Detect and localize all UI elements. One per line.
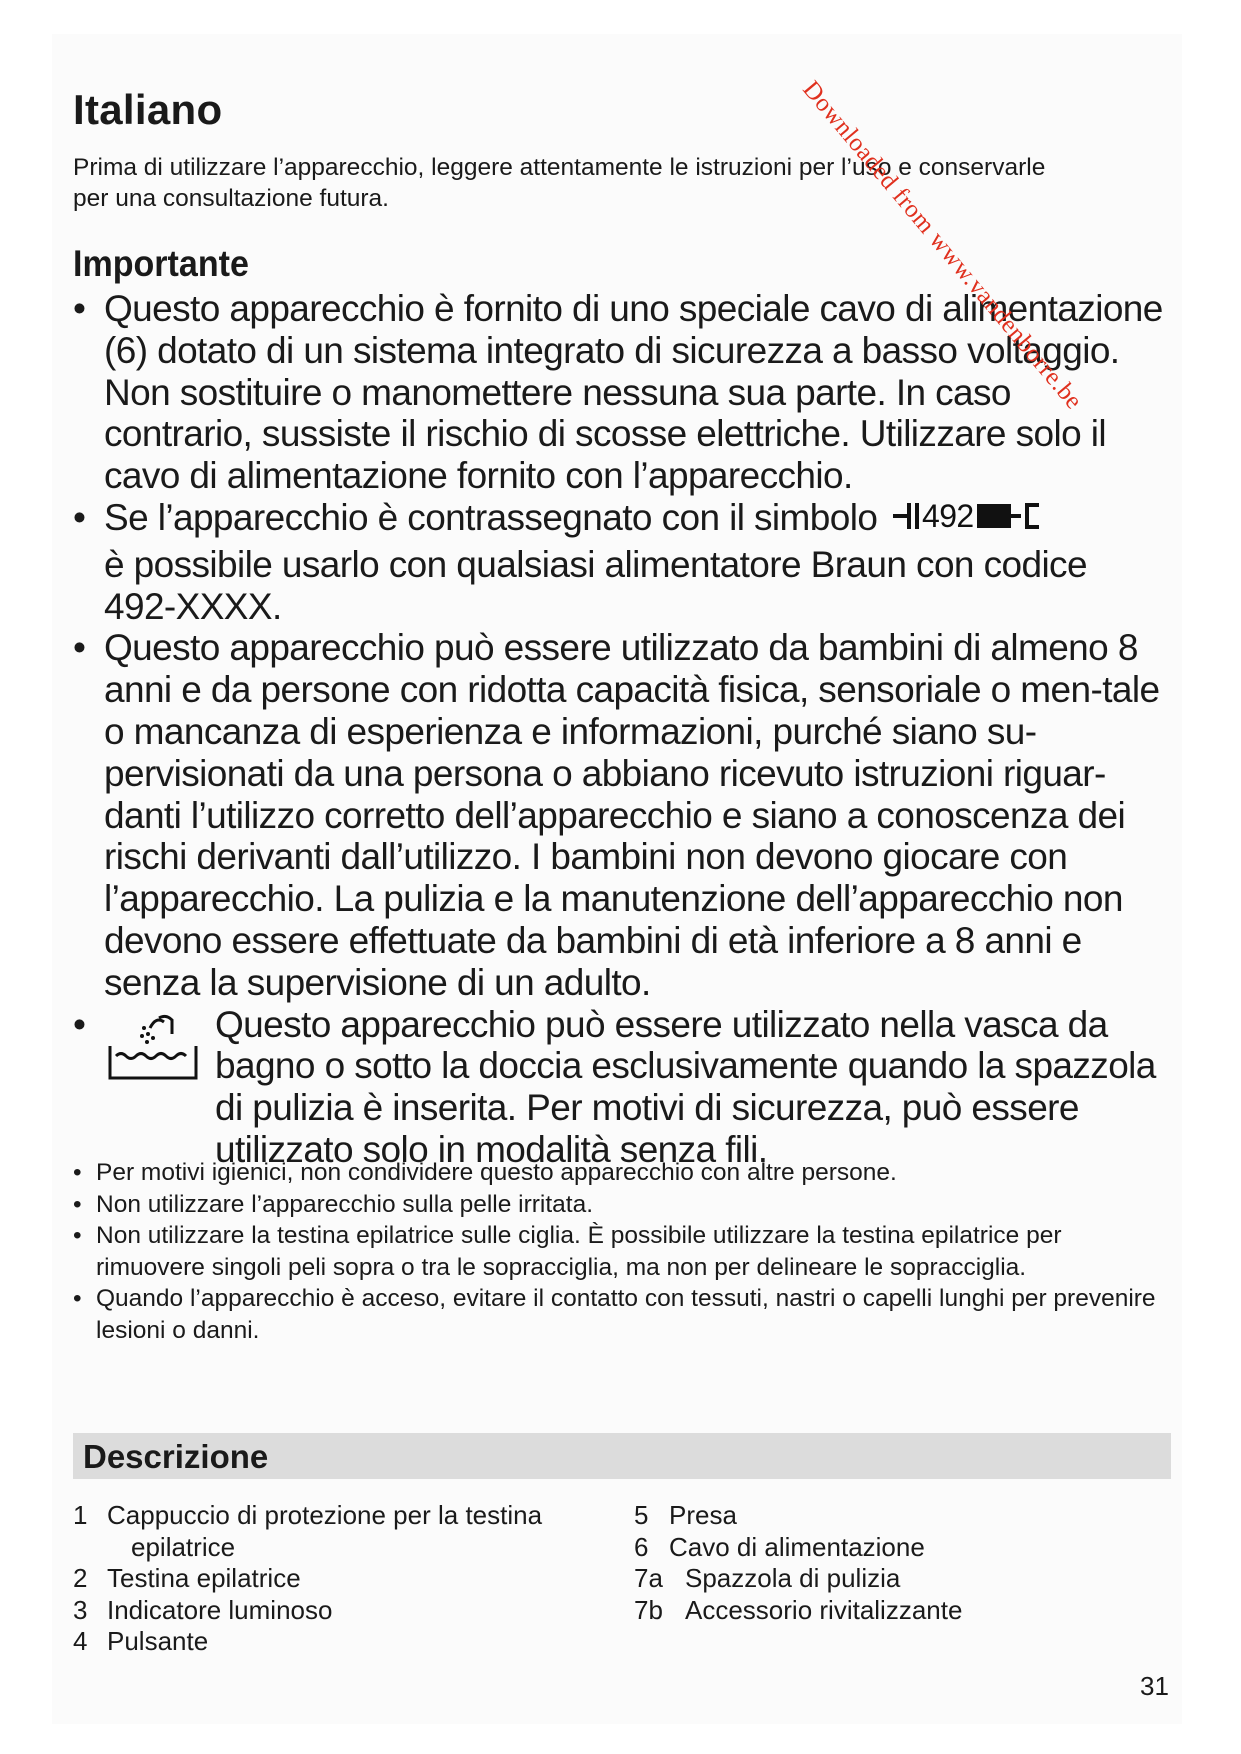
part-label: Pulsante — [107, 1626, 209, 1656]
bullet-dot: • — [73, 1222, 82, 1249]
descrizione-heading: Descrizione — [83, 1438, 269, 1475]
descrizione-section-bar — [73, 1433, 1171, 1479]
safety-list — [73, 288, 1163, 1171]
intro-paragraph: Prima di utilizzare l’apparecchio, leggere attentamente le istruzioni per l’uso e conservarle per una consultazione futura. — [73, 154, 1046, 212]
power-supply-symbol-icon — [893, 497, 1041, 544]
part-item — [634, 1532, 1134, 1564]
part-label: Testina epilatrice — [107, 1563, 301, 1593]
page-number: 31 — [1140, 1671, 1169, 1701]
part-item — [634, 1563, 1134, 1595]
part-number: 4 — [73, 1626, 88, 1656]
part-number: 7a — [634, 1563, 663, 1593]
additional-safety-list — [73, 1157, 1168, 1346]
small-safety-item — [73, 1189, 1168, 1221]
importante-heading: Importante — [73, 243, 249, 284]
part-label: Presa — [669, 1500, 737, 1530]
part-number: 2 — [73, 1563, 88, 1593]
part-number: 1 — [73, 1500, 88, 1530]
part-number: 6 — [634, 1531, 649, 1562]
part-label-continuation: epilatrice — [131, 1531, 236, 1562]
bullet-dot: • — [73, 1159, 82, 1186]
small-safety-item — [73, 1283, 1168, 1346]
safety-item-symbol — [73, 497, 1163, 627]
symbol-item-before: Se l’apparecchio è contrassegnato con il simbolo — [104, 496, 878, 538]
small-safety-text: Non utilizzare l’apparecchio sulla pelle irritata. — [96, 1190, 594, 1218]
part-item — [634, 1595, 1134, 1627]
safety-item-text: Questo apparecchio può essere utilizzato da bambini di almeno 8 anni e da persone con ridotta capacità fisica, sensoriale o men-tale o mancanza di esperienza e informazioni, purché siano su-pervisionati da una persona o abbiano ricevuto istruzioni riguar-danti l’utilizzo corretto dell’apparecchio e siano a conoscenza dei rischi derivanti dall’utilizzo. I bambini non devono giocare con l’apparecchio. La pulizia e la manutenzione dell’apparecchio non devono essere effettuate da bambini di età inferiore a 8 anni e senza la supervisione di un adulto. — [104, 627, 1160, 1003]
parts-list-left — [73, 1500, 613, 1658]
bullet-dot: • — [73, 496, 86, 538]
small-safety-item — [73, 1157, 1168, 1189]
part-label: Cappuccio di protezione per la testina — [107, 1500, 543, 1530]
part-number: 3 — [73, 1594, 88, 1625]
part-item — [634, 1500, 1134, 1532]
part-label: Spazzola di pulizia — [685, 1563, 901, 1593]
part-item — [73, 1500, 613, 1563]
safety-item-bath — [73, 1004, 1163, 1171]
part-item — [73, 1626, 613, 1658]
bath-shower-icon — [104, 1010, 200, 1093]
bullet-dot: • — [73, 1003, 86, 1045]
language-title: Italiano — [73, 86, 223, 133]
bullet-dot: • — [73, 1285, 82, 1312]
bullet-dot: • — [73, 627, 86, 669]
safety-item-text: Questo apparecchio è fornito di uno speciale cavo di alimentazione (6) dotato di un sistema integrato di sicurezza a basso voltaggio. Non sostituire o manomettere nessuna sua parte. In caso contrario, sussiste il rischio di scosse elettriche. Utilizzare solo il cavo di alimentazione fornito con l’apparecchio. — [104, 288, 1163, 497]
safety-item-children — [73, 627, 1163, 1003]
parts-list-right — [634, 1500, 1134, 1626]
bullet-dot: • — [73, 1190, 82, 1218]
small-safety-text: Non utilizzare la testina epilatrice sulle ciglia. È possibile utilizzare la testina epilatrice per rimuovere singoli peli sopra o tra le sopracciglia, ma non per delineare le sopracciglia. — [96, 1222, 1062, 1281]
small-safety-item — [73, 1220, 1168, 1283]
symbol-code-text: 492 — [922, 497, 974, 534]
symbol-item-after: è possibile usarlo con qualsiasi alimentatore Braun con codice 492-XXXX. — [104, 543, 1087, 627]
download-watermark: Downloaded from www.vandenborre.be — [797, 76, 1088, 415]
part-label: Accessorio rivitalizzante — [685, 1594, 963, 1625]
part-number: 7b — [634, 1594, 663, 1625]
small-safety-text: Per motivi igienici, non condividere questo apparecchio con altre persone. — [96, 1159, 897, 1186]
part-number: 5 — [634, 1500, 649, 1530]
bath-item-text: Questo apparecchio può essere utilizzato nella vasca da bagno o sotto la doccia esclusivamente quando la spazzola di pulizia è inserita. Per motivi di sicurezza, può essere utilizzato solo in modalità senza fili. — [215, 1003, 1156, 1170]
part-item — [73, 1595, 613, 1627]
part-label: Indicatore luminoso — [107, 1594, 333, 1625]
small-safety-text: Quando l’apparecchio è acceso, evitare il contatto con tessuti, nastri o capelli lunghi per prevenire lesioni o danni. — [96, 1285, 1156, 1344]
part-label: Cavo di alimentazione — [669, 1531, 925, 1562]
bullet-dot: • — [73, 288, 86, 329]
part-item — [73, 1563, 613, 1595]
